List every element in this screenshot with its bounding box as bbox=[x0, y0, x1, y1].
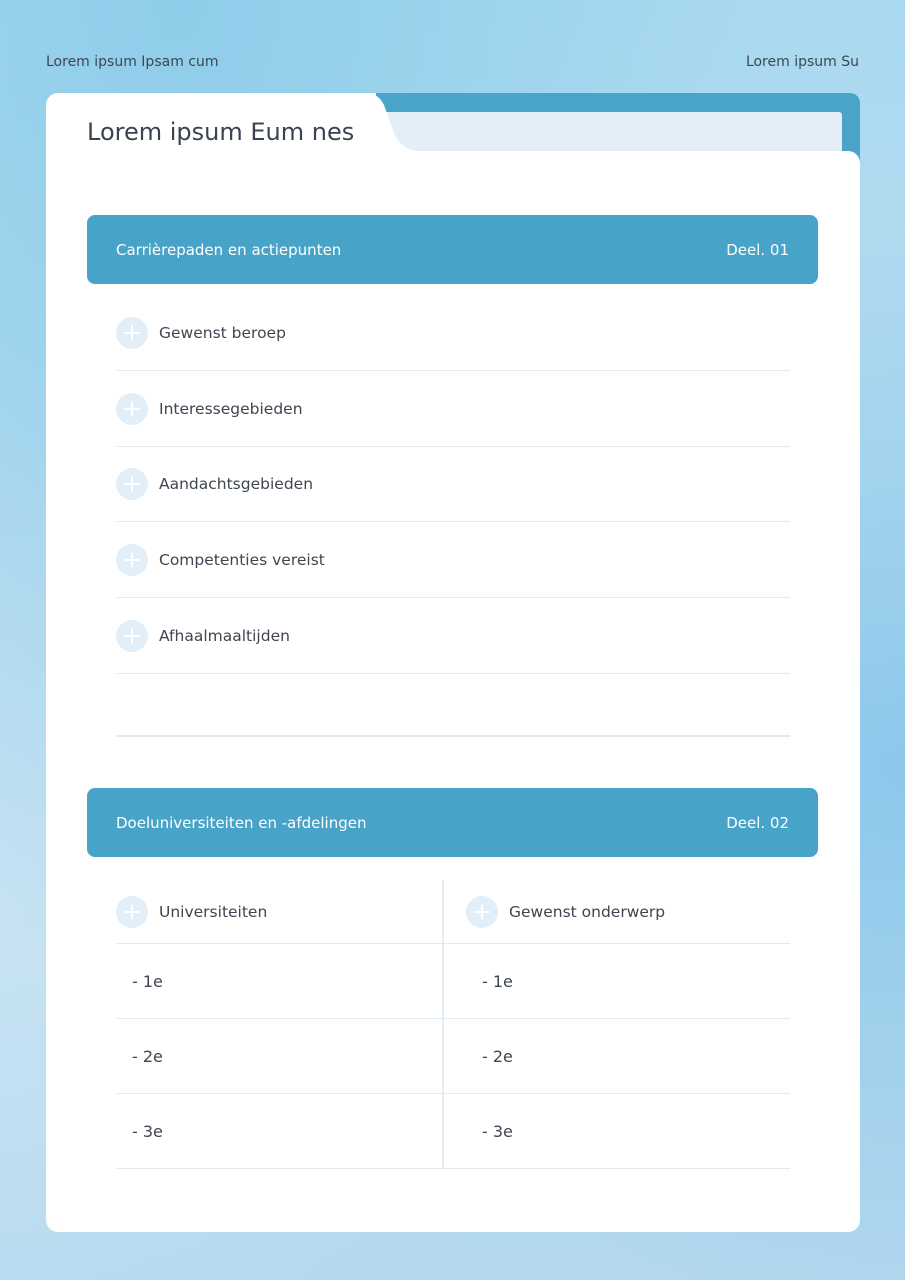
table-cell[interactable] bbox=[466, 944, 790, 1018]
list-item-label: Gewenst beroep bbox=[159, 323, 286, 342]
list-item-label: Competenties vereist bbox=[159, 550, 325, 569]
plus-circle-icon[interactable] bbox=[116, 544, 148, 576]
plus-circle-icon[interactable] bbox=[116, 620, 148, 652]
plus-circle-icon[interactable] bbox=[116, 393, 148, 425]
cell-value: - 3e bbox=[482, 1121, 513, 1141]
cell-value: - 2e bbox=[132, 1046, 163, 1066]
column-header-label: Universiteiten bbox=[159, 902, 268, 921]
table-cell[interactable] bbox=[116, 1019, 442, 1093]
plus-circle-icon[interactable] bbox=[116, 896, 148, 928]
table-cell[interactable] bbox=[466, 1019, 790, 1093]
cell-value: - 2e bbox=[482, 1046, 513, 1066]
cell-value: - 1e bbox=[132, 971, 163, 991]
header-right-text: Lorem ipsum Su bbox=[745, 54, 859, 70]
list-item-label: Aandachtsgebieden bbox=[159, 474, 314, 493]
section-part-label: Deel. 02 bbox=[726, 813, 789, 832]
cell-value: - 1e bbox=[482, 971, 513, 991]
list-item-desired-profession[interactable] bbox=[116, 295, 790, 371]
section-divider bbox=[116, 735, 790, 737]
table-row bbox=[116, 1019, 790, 1094]
plus-circle-icon[interactable] bbox=[116, 468, 148, 500]
list-item-label: Afhaalmaaltijden bbox=[159, 626, 290, 645]
table-cell[interactable] bbox=[116, 944, 442, 1018]
list-item-interests[interactable] bbox=[116, 371, 790, 447]
table-row bbox=[116, 944, 790, 1019]
folder-tab-curve bbox=[360, 93, 420, 153]
list-item-takeaways[interactable] bbox=[116, 598, 790, 674]
header-left-text: Lorem ipsum Ipsam cum bbox=[46, 54, 219, 70]
section-title: Doeluniversiteiten en -afdelingen bbox=[116, 813, 367, 832]
section-title: Carrièrepaden en actiepunten bbox=[116, 240, 342, 259]
list-item-label: Interessegebieden bbox=[159, 399, 303, 418]
table-header-row bbox=[116, 880, 790, 944]
table-row bbox=[116, 1094, 790, 1169]
column-header-label: Gewenst onderwerp bbox=[509, 902, 666, 921]
plus-circle-icon[interactable] bbox=[466, 896, 498, 928]
table-cell[interactable] bbox=[466, 1094, 790, 1168]
section-header-careers bbox=[87, 215, 818, 284]
universities-table bbox=[116, 880, 790, 1169]
section-header-universities bbox=[87, 788, 818, 857]
column-header-universities[interactable] bbox=[116, 880, 442, 943]
section-part-label: Deel. 01 bbox=[726, 240, 789, 259]
table-cell[interactable] bbox=[116, 1094, 442, 1168]
list-item-required-competencies[interactable] bbox=[116, 522, 790, 598]
document-title: Lorem ipsum Eum nes bbox=[87, 118, 355, 146]
list-item-focus-areas[interactable] bbox=[116, 446, 790, 522]
cell-value: - 3e bbox=[132, 1121, 163, 1141]
plus-circle-icon[interactable] bbox=[116, 317, 148, 349]
column-header-desired-subject[interactable] bbox=[466, 880, 790, 943]
